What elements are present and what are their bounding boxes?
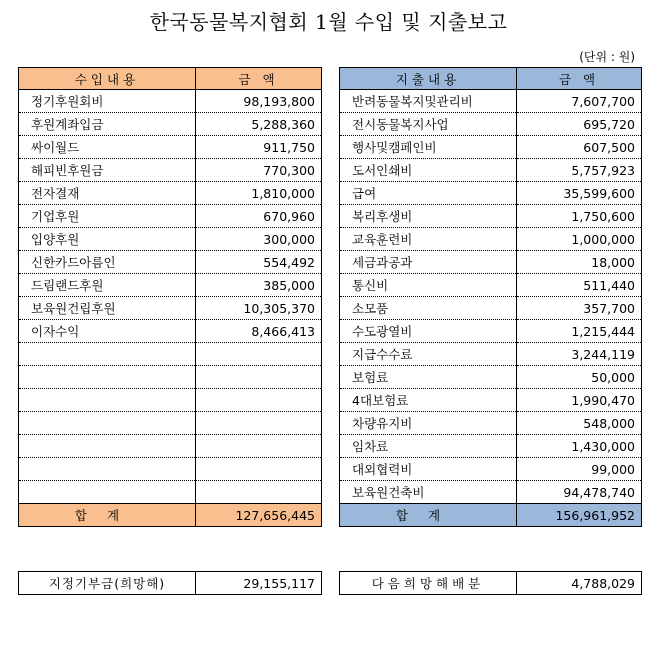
expense-item-label: 통신비 [340,274,517,297]
expense-item-amount: 18,000 [517,251,642,274]
income-item-label: 전자결재 [19,182,196,205]
income-row [19,182,322,205]
income-item-amount: 1,810,000 [196,182,322,205]
income-item-label: 후원계좌입금 [19,113,196,136]
income-item-label [19,458,196,481]
expense-item-amount: 1,990,470 [517,389,642,412]
income-item-label: 정기후원회비 [19,90,196,113]
income-item-label [19,343,196,366]
expense-item-label: 대외협력비 [340,458,517,481]
income-table [18,67,322,527]
income-item-amount [196,435,322,458]
income-item-amount: 300,000 [196,228,322,251]
income-total-label: 합계 [19,504,196,527]
expense-row [340,458,642,481]
expense-item-label: 급여 [340,182,517,205]
expense-row [340,205,642,228]
income-item-amount: 670,960 [196,205,322,228]
income-row [19,274,322,297]
income-item-label: 싸이월드 [19,136,196,159]
income-item-label: 이자수익 [19,320,196,343]
expense-row [340,435,642,458]
income-item-amount [196,366,322,389]
income-total-row [19,504,322,527]
expense-item-label: 4대보험료 [340,389,517,412]
expense-row [340,90,642,113]
expense-row [340,297,642,320]
expense-total-amount: 156,961,952 [517,504,642,527]
income-row [19,343,322,366]
expense-item-amount: 511,440 [517,274,642,297]
expense-header-label: 지출내용 [340,68,517,90]
designated-donation-label: 지정기부금(희망해) [19,572,196,595]
income-item-amount: 385,000 [196,274,322,297]
income-header-label: 수입내용 [19,68,196,90]
income-row [19,458,322,481]
expense-item-label: 반려동물복지및관리비 [340,90,517,113]
expense-row [340,159,642,182]
income-item-amount: 98,193,800 [196,90,322,113]
expense-item-label: 행사및캠페인비 [340,136,517,159]
income-row [19,389,322,412]
report-title: 한국동물복지협회 1월 수입 및 지출보고 [149,10,508,34]
expense-item-label: 전시동물복지사업 [340,113,517,136]
income-item-amount: 5,288,360 [196,113,322,136]
expense-item-amount: 1,000,000 [517,228,642,251]
expense-item-label: 소모품 [340,297,517,320]
income-item-label [19,412,196,435]
expense-item-label: 복리후생비 [340,205,517,228]
income-total-amount: 127,656,445 [196,504,322,527]
income-item-amount [196,412,322,435]
income-item-amount [196,481,322,504]
expense-item-amount: 1,750,600 [517,205,642,228]
income-row [19,159,322,182]
income-item-label: 기업후원 [19,205,196,228]
expense-total-row [340,504,642,527]
income-row [19,90,322,113]
expense-row [340,412,642,435]
income-row [19,205,322,228]
income-row [19,251,322,274]
income-row [19,320,322,343]
income-row [19,297,322,320]
expense-row [340,228,642,251]
expense-item-label: 교육훈련비 [340,228,517,251]
income-header-amount: 금 액 [196,68,322,90]
income-item-amount: 10,305,370 [196,297,322,320]
expense-item-amount: 1,215,444 [517,320,642,343]
income-item-label: 신한카드아름인 [19,251,196,274]
income-row [19,366,322,389]
income-item-amount: 8,466,413 [196,320,322,343]
expense-item-label: 지급수수료 [340,343,517,366]
expense-item-amount: 357,700 [517,297,642,320]
expense-item-label: 세금과공과 [340,251,517,274]
income-item-label: 입양후원 [19,228,196,251]
income-item-label [19,389,196,412]
unit-note: (단위 : 원) [579,50,635,64]
expense-row [340,274,642,297]
expense-item-amount: 50,000 [517,366,642,389]
income-item-amount [196,458,322,481]
expense-item-amount: 695,720 [517,113,642,136]
expense-row [340,343,642,366]
income-item-amount: 911,750 [196,136,322,159]
hope-distribution-label: 다음희망해배분 [340,572,517,595]
income-item-amount: 554,492 [196,251,322,274]
expense-item-amount: 3,244,119 [517,343,642,366]
expense-item-amount: 548,000 [517,412,642,435]
income-item-label: 드림랜드후원 [19,274,196,297]
expense-item-amount: 35,599,600 [517,182,642,205]
income-row [19,435,322,458]
income-row [19,113,322,136]
income-row [19,481,322,504]
expense-item-amount: 94,478,740 [517,481,642,504]
expense-row [340,366,642,389]
income-item-amount [196,343,322,366]
designated-donation-box [18,571,322,595]
expense-row [340,251,642,274]
expense-item-amount: 99,000 [517,458,642,481]
expense-row [340,182,642,205]
expense-item-label: 보험료 [340,366,517,389]
hope-distribution-box [339,571,642,595]
income-row [19,228,322,251]
expense-row [340,320,642,343]
hope-distribution-amount: 4,788,029 [517,572,642,595]
income-item-amount: 770,300 [196,159,322,182]
expense-item-amount: 7,607,700 [517,90,642,113]
expense-total-label: 합계 [340,504,517,527]
expense-header-row [340,68,642,90]
income-item-label: 해피빈후원금 [19,159,196,182]
expense-item-label: 임차료 [340,435,517,458]
expense-item-label: 수도광열비 [340,320,517,343]
income-row [19,136,322,159]
income-header-row [19,68,322,90]
income-item-amount [196,389,322,412]
income-item-label: 보육원건립후원 [19,297,196,320]
expense-row [340,136,642,159]
income-row [19,412,322,435]
income-item-label [19,435,196,458]
expense-item-amount: 607,500 [517,136,642,159]
designated-donation-amount: 29,155,117 [196,572,322,595]
expense-item-label: 보육원건축비 [340,481,517,504]
income-item-label [19,481,196,504]
expense-row [340,389,642,412]
expense-item-label: 차량유지비 [340,412,517,435]
expense-item-label: 도서인쇄비 [340,159,517,182]
expense-item-amount: 1,430,000 [517,435,642,458]
income-item-label [19,366,196,389]
expense-item-amount: 5,757,923 [517,159,642,182]
expense-table [339,67,642,527]
expense-row [340,113,642,136]
expense-row [340,481,642,504]
expense-header-amount: 금 액 [517,68,642,90]
